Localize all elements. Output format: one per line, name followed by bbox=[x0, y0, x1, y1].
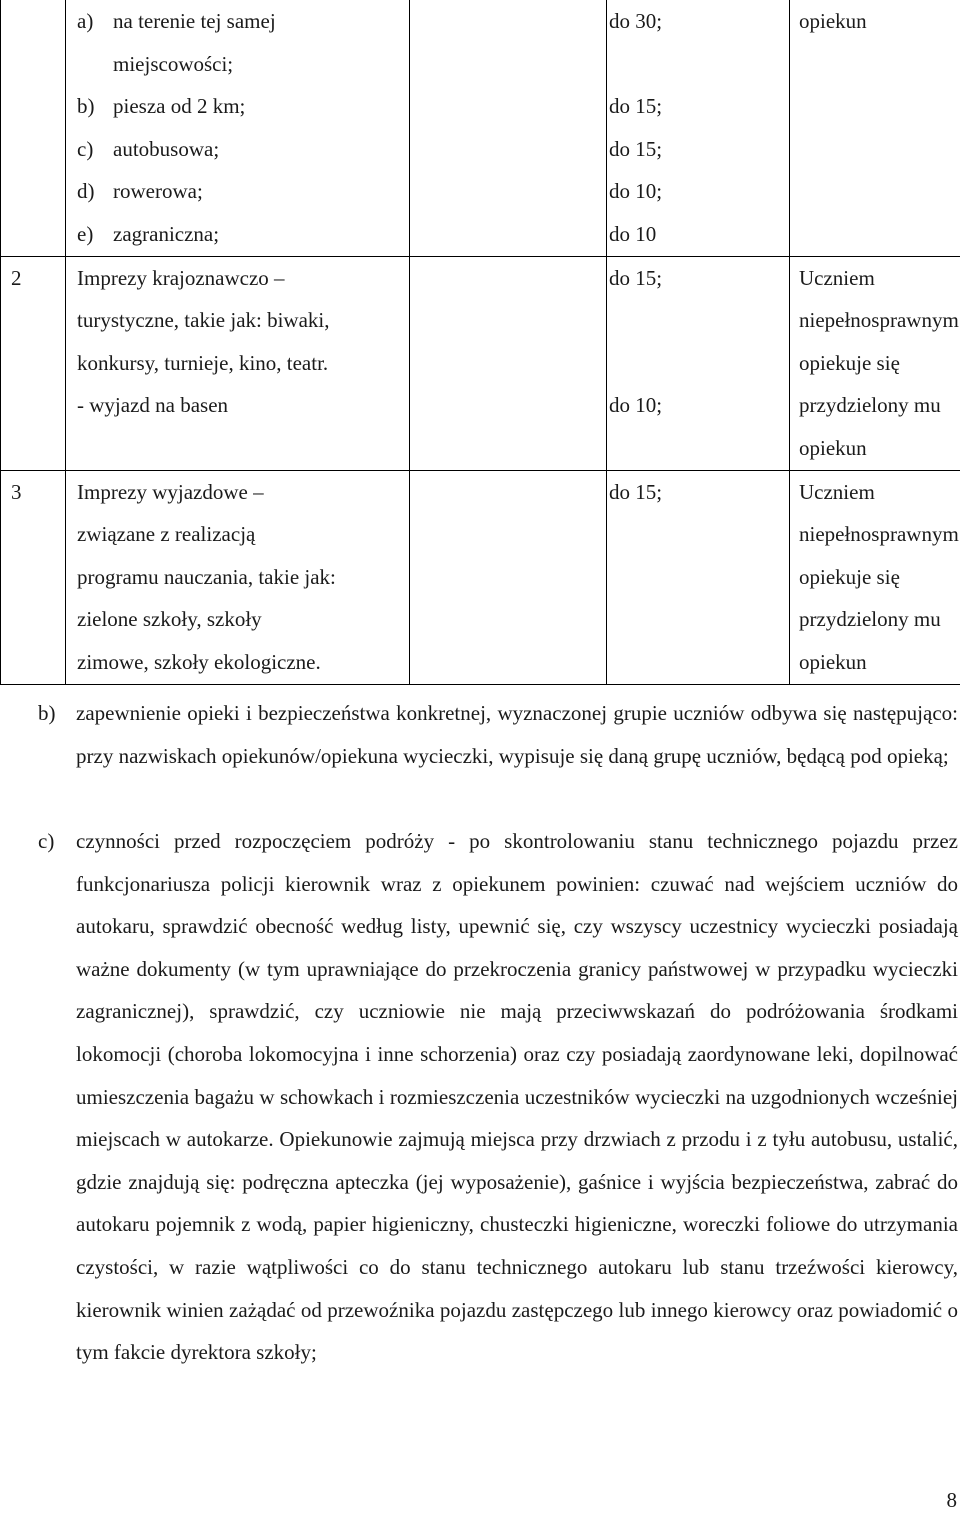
list-item bbox=[77, 85, 409, 128]
trip-type-text: Imprezy krajoznawczo – bbox=[77, 265, 285, 290]
count-value: do 10 bbox=[609, 221, 657, 246]
trip-type-text: zimowe, szkoły ekologiczne. bbox=[77, 649, 321, 674]
caregiver-text: Uczniem bbox=[799, 479, 875, 504]
paragraph-c bbox=[38, 820, 958, 1374]
item-text: na terenie tej samej bbox=[113, 9, 276, 33]
item-text: autobusowa; bbox=[113, 136, 220, 161]
row-number-cell bbox=[1, 256, 66, 470]
item-text: piesza od 2 km; bbox=[113, 94, 246, 119]
table-row bbox=[1, 256, 960, 470]
item-text: rowerowa; bbox=[113, 179, 203, 204]
trip-type-text: Imprezy wyjazdowe – bbox=[77, 479, 264, 504]
caregiver-text: przydzielony mu bbox=[799, 607, 941, 632]
caregiver-text: opiekuje się bbox=[799, 564, 900, 589]
count-value: do 15; bbox=[609, 265, 663, 290]
paragraph-b bbox=[38, 692, 958, 777]
count-value: do 10; bbox=[609, 393, 663, 418]
page-number: 8 bbox=[946, 1488, 957, 1512]
trip-type-cell bbox=[66, 256, 410, 470]
table-row bbox=[1, 0, 960, 256]
empty-cell bbox=[410, 256, 607, 470]
caregiver-text: opiekun bbox=[799, 649, 867, 674]
list-item bbox=[77, 0, 409, 85]
caregiver-text: Uczniem bbox=[799, 265, 875, 290]
trip-type-cell bbox=[66, 470, 410, 684]
item-text: miejscowości; bbox=[113, 51, 234, 76]
count-value: do 15; bbox=[609, 479, 663, 504]
row-number: 3 bbox=[11, 479, 22, 504]
participants-count-cell bbox=[607, 470, 790, 684]
empty-cell bbox=[410, 470, 607, 684]
count-value: do 15; bbox=[609, 136, 663, 161]
caregiver-text: opiekuje się bbox=[799, 350, 900, 375]
paragraph-text: czynności przed rozpoczęciem podróży - po skontrolowaniu stanu technicznego pojazdu przez funkcjonariusza policji kierownik wraz z opiekunem powinien: czuwać nad wejściem uczniów do autokaru, sprawdzić obecność według listy, upewnić się, czy wszyscy uczestnicy wycieczki posiadają ważne dokumenty (w tym uprawniające do przekroczenia granicy państwowej w przypadku wycieczki zagranicznej), sprawdzić, czy uczniowie nie mają przeciwwskazań do podróżowania środkami lokomocji (choroba lokomocyjna i inne schorzenia) oraz czy posiadają zaordynowane leki, dopilnować umieszczenia bagażu w schowkach i rozmieszczenia uczestników wycieczki na uzgodnionych wcześniej miejscach w autokarze. Opiekunowie zajmują miejsca przy drzwiach z przodu i z tyłu autobusu, ustalić, gdzie znajdują się: podręczna apteczka (jej wyposażenie), gaśnice i wyjścia bezpieczeństwa, zabrać do autokaru pojemnik z wodą, papier higieniczny, chusteczki higieniczne, woreczki foliowe do utrzymania czystości, w razie wątpliwości co do stanu technicznego autokaru lub stanu trzeźwości kierowcy, kierownik winien zażądać od przewoźnika pojazdu zastępczego lub innego kierowcy oraz powiadomić o tym fakcie dyrektora szkoły; bbox=[76, 829, 958, 1365]
row-number: 2 bbox=[11, 265, 22, 290]
count-value: do 10; bbox=[609, 179, 663, 204]
trip-type-text: programu nauczania, takie jak: bbox=[77, 564, 336, 589]
caregiver-cell bbox=[790, 470, 960, 684]
item-label: a) bbox=[77, 9, 94, 33]
row-number-cell bbox=[1, 470, 66, 684]
paragraph-label: b) bbox=[38, 701, 56, 725]
list-item bbox=[77, 170, 409, 213]
item-text: zagraniczna; bbox=[113, 221, 220, 246]
item-label: c) bbox=[77, 136, 94, 161]
trip-type-text: zielone szkoły, szkoły bbox=[77, 607, 262, 632]
row-number-cell bbox=[1, 0, 66, 256]
item-label: d) bbox=[77, 179, 95, 204]
trip-type-text: konkursy, turnieje, kino, teatr. bbox=[77, 350, 329, 375]
caregiver-cell bbox=[790, 256, 960, 470]
caregiver-text: niepełnosprawnym bbox=[799, 308, 959, 333]
count-value: do 30; bbox=[609, 9, 663, 33]
participants-count-cell bbox=[607, 256, 790, 470]
list-item bbox=[77, 213, 409, 256]
participants-count-cell bbox=[607, 0, 790, 256]
table-row bbox=[1, 470, 960, 684]
item-label: b) bbox=[77, 94, 95, 119]
trip-type-text: - wyjazd na basen bbox=[77, 393, 229, 418]
trip-types-table bbox=[0, 0, 960, 685]
trip-type-text: związane z realizacją bbox=[77, 522, 256, 547]
caregiver-cell bbox=[790, 0, 960, 256]
paragraph-text: zapewnienie opieki i bezpieczeństwa konkretnej, wyznaczonej grupie uczniów odbywa się następująco: przy nazwiskach opiekunów/opiekuna wycieczki, wypisuje się daną grupę uczniów, będącą pod opieką; bbox=[76, 701, 958, 768]
list-item bbox=[77, 128, 409, 171]
caregiver-text: opiekun bbox=[799, 435, 867, 460]
trip-type-cell bbox=[66, 0, 410, 256]
caregiver-text: niepełnosprawnym bbox=[799, 522, 959, 547]
paragraph-label: c) bbox=[38, 829, 55, 853]
caregiver-text: przydzielony mu bbox=[799, 393, 941, 418]
item-label: e) bbox=[77, 221, 94, 246]
empty-cell bbox=[410, 0, 607, 256]
trip-type-text: turystyczne, takie jak: biwaki, bbox=[77, 308, 330, 333]
count-value: do 15; bbox=[609, 94, 663, 119]
caregiver-text: opiekun bbox=[799, 9, 867, 33]
